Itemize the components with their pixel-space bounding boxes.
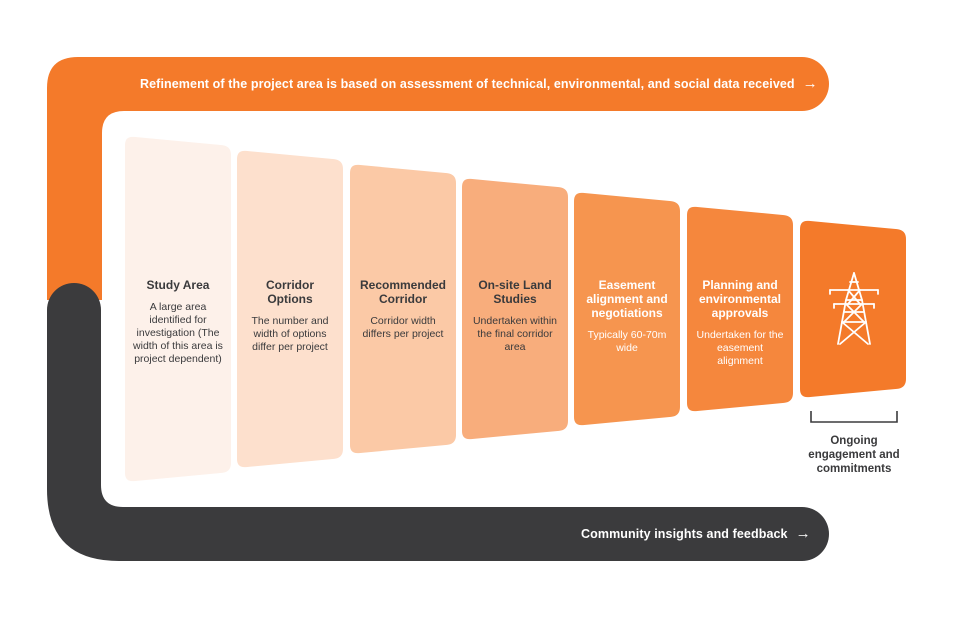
arrow-right-icon: → [802,75,818,92]
stage-description: The number and width of options differ per project [251,315,329,353]
stage-description: Corridor width differs per project [362,315,444,340]
stage-1 [125,278,231,366]
stage-5 [574,278,680,355]
ongoing-bracket [808,408,900,426]
stage-title: Planning and environmental approvals [698,278,782,320]
stage-title: On-site Land Studies [478,278,552,306]
stage-description: Undertaken for the easement alignment [696,329,784,367]
stage-6 [687,278,793,368]
stage-3 [350,278,456,341]
refinement-text: Refinement of the project area is based on assessment of technical, environmental, and social data received [140,77,795,91]
stage-description: A large area identified for investigation (The width of this area is project dependent) [133,301,223,365]
stage-title: Study Area [146,278,210,292]
feedback-text: Community insights and feedback [581,527,788,541]
stage-title: Corridor Options [266,278,314,306]
stage-title: Easement alignment and negotiations [586,278,668,320]
stage-2 [237,278,343,354]
stage-description: Typically 60-70m wide [587,329,667,354]
ongoing-engagement-label: Ongoing engagement and commitments [808,435,900,475]
stage-description: Undertaken within the final corridor area [472,315,558,353]
stage-4 [462,278,568,354]
power-tower-icon [826,270,882,346]
arrow-right-icon: → [795,525,811,542]
stage-title: Recommended Corridor [359,278,447,306]
